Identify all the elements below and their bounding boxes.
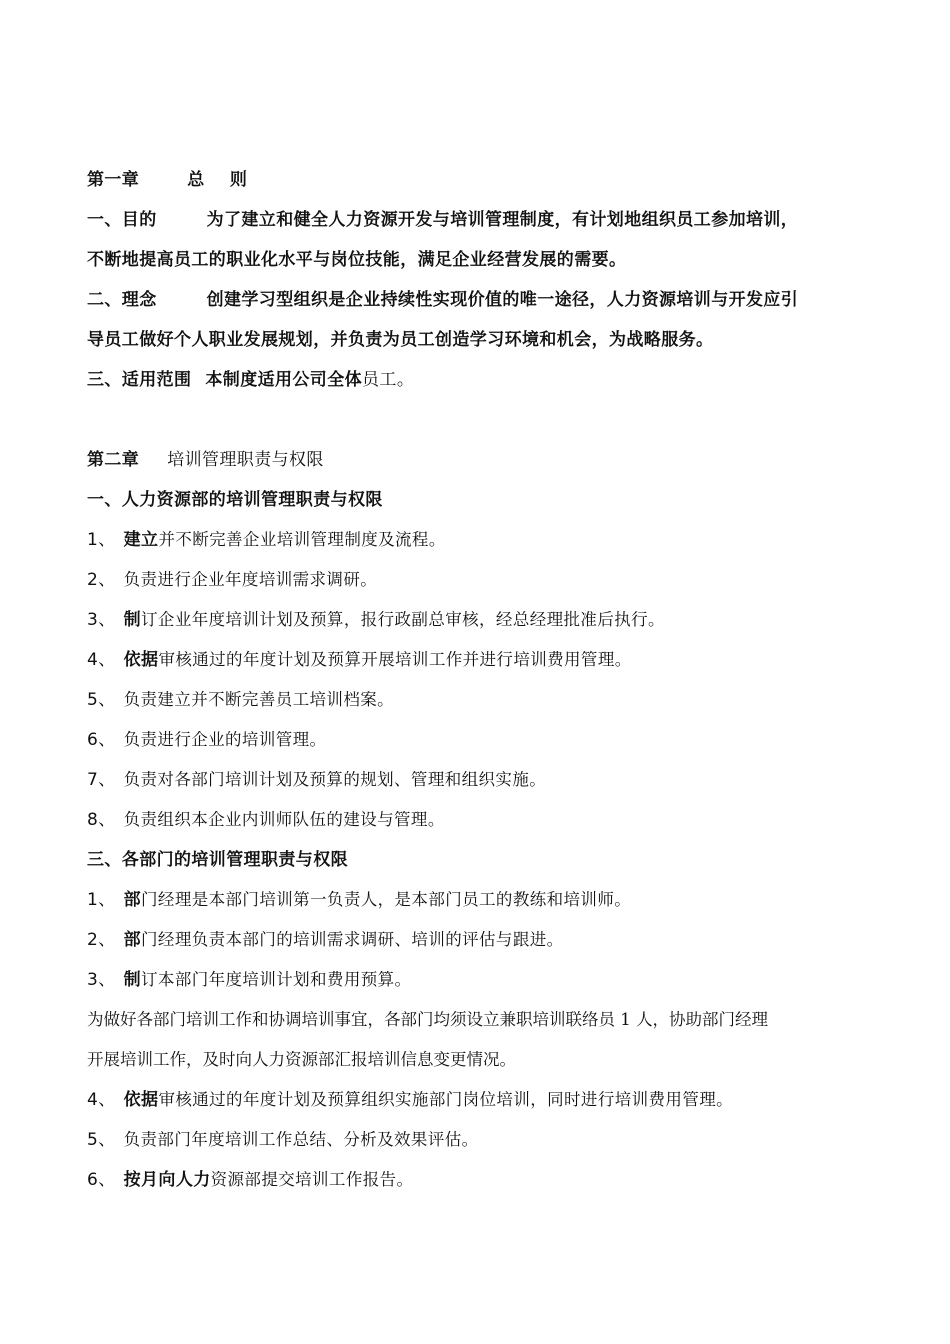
section3-item (87, 1088, 890, 1112)
item-lead: 建立 (123, 530, 159, 550)
item-number: 6、 (87, 1170, 116, 1190)
section1-item (87, 568, 890, 592)
item-number: 3、 (87, 610, 116, 630)
item-number: 1、 (87, 890, 116, 910)
section1-item (87, 768, 890, 792)
scope-label: 三、适用范围 (87, 370, 192, 390)
item-lead: 依据 (123, 650, 159, 670)
section1-item (87, 808, 890, 832)
section1-item (87, 728, 890, 752)
item-lead: 部 (123, 890, 142, 910)
item-lead: 按月向人力 (123, 1170, 211, 1190)
scope-text-tail: 员工。 (362, 370, 415, 390)
liaison-paragraph-line2: 开展培训工作，及时向人力资源部汇报培训信息变更情况。 (87, 1050, 516, 1069)
item-number: 2、 (87, 570, 116, 590)
item-number: 5、 (87, 690, 116, 710)
section1-title: 一、人力资源部的培训管理职责与权限 (87, 490, 383, 510)
item-number: 7、 (87, 770, 116, 790)
item-text: 负责进行企业的培训管理。 (123, 730, 327, 749)
item-number: 4、 (87, 650, 116, 670)
item-lead: 部 (123, 930, 142, 950)
section1-item (87, 688, 890, 712)
item-lead: 制 (123, 610, 142, 630)
concept-text-line1: 创建学习型组织是企业持续性实现价值的唯一途径，人力资源培训与开发应引 (206, 290, 799, 310)
item-number: 8、 (87, 810, 116, 830)
item-text: 负责部门年度培训工作总结、分析及效果评估。 (123, 1130, 479, 1149)
item-text: 门经理是本部门培训第一负责人，是本部门员工的教练和培训师。 (141, 890, 632, 909)
section1-item (87, 528, 890, 552)
item-text: 负责进行企业年度培训需求调研。 (123, 570, 378, 589)
section1-item (87, 648, 890, 672)
chapter1-heading-title: 总 则 (187, 170, 248, 190)
section3-item (87, 928, 890, 952)
chapter2-heading (87, 448, 890, 472)
scope-line (87, 368, 890, 392)
chapter1-heading (87, 168, 890, 192)
section3-item (87, 1128, 890, 1152)
concept-line1 (87, 288, 890, 312)
item-text: 门经理负责本部门的培训需求调研、培训的评估与跟进。 (141, 930, 564, 949)
section3-item (87, 968, 890, 992)
item-text: 订本部门年度培训计划和费用预算。 (141, 970, 412, 989)
item-number: 3、 (87, 970, 116, 990)
purpose-line2: 不断地提高员工的职业化水平与岗位技能，满足企业经营发展的需要。 (87, 250, 627, 270)
item-text: 负责对各部门培训计划及预算的规划、管理和组织实施。 (123, 770, 547, 789)
chapter2-heading-title: 培训管理职责与权限 (167, 450, 324, 470)
concept-label: 二、理念 (87, 290, 157, 310)
item-text: 审核通过的年度计划及预算组织实施部门岗位培训，同时进行培训费用管理。 (158, 1090, 734, 1109)
item-text: 资源部提交培训工作报告。 (210, 1170, 414, 1189)
section3-item (87, 1168, 890, 1192)
item-number: 5、 (87, 1130, 116, 1150)
concept-line2: 导员工做好个人职业发展规划，并负责为员工创造学习环境和机会，为战略服务。 (87, 330, 714, 350)
liaison-paragraph-line1: 为做好各部门培训工作和协调培训事宜，各部门均须设立兼职培训联络员 1 人，协助部门经理 (87, 1010, 768, 1029)
purpose-text-line1: 为了建立和健全人力资源开发与培训管理制度，有计划地组织员工参加培训， (206, 210, 799, 230)
item-text: 负责组织本企业内训师队伍的建设与管理。 (123, 810, 445, 829)
item-text: 订企业年度培训计划及预算，报行政副总审核，经总经理批准后执行。 (141, 610, 665, 629)
item-lead: 制 (123, 970, 142, 990)
purpose-label: 一、目的 (87, 210, 157, 230)
item-text: 并不断完善企业培训管理制度及流程。 (158, 530, 446, 549)
chapter1-heading-prefix: 第一章 (87, 170, 140, 190)
item-number: 2、 (87, 930, 116, 950)
section3-item (87, 888, 890, 912)
section1-item (87, 608, 890, 632)
chapter2-heading-prefix: 第二章 (87, 450, 140, 470)
item-number: 4、 (87, 1090, 116, 1110)
item-text: 负责建立并不断完善员工培训档案。 (123, 690, 395, 709)
section3-title: 三、各部门的培训管理职责与权限 (87, 850, 348, 870)
purpose-line1 (87, 208, 890, 232)
scope-text-bold: 本制度适用公司全体 (205, 370, 363, 390)
item-text: 审核通过的年度计划及预算开展培训工作并进行培训费用管理。 (158, 650, 632, 669)
item-number: 6、 (87, 730, 116, 750)
item-number: 1、 (87, 530, 116, 550)
item-lead: 依据 (123, 1090, 159, 1110)
